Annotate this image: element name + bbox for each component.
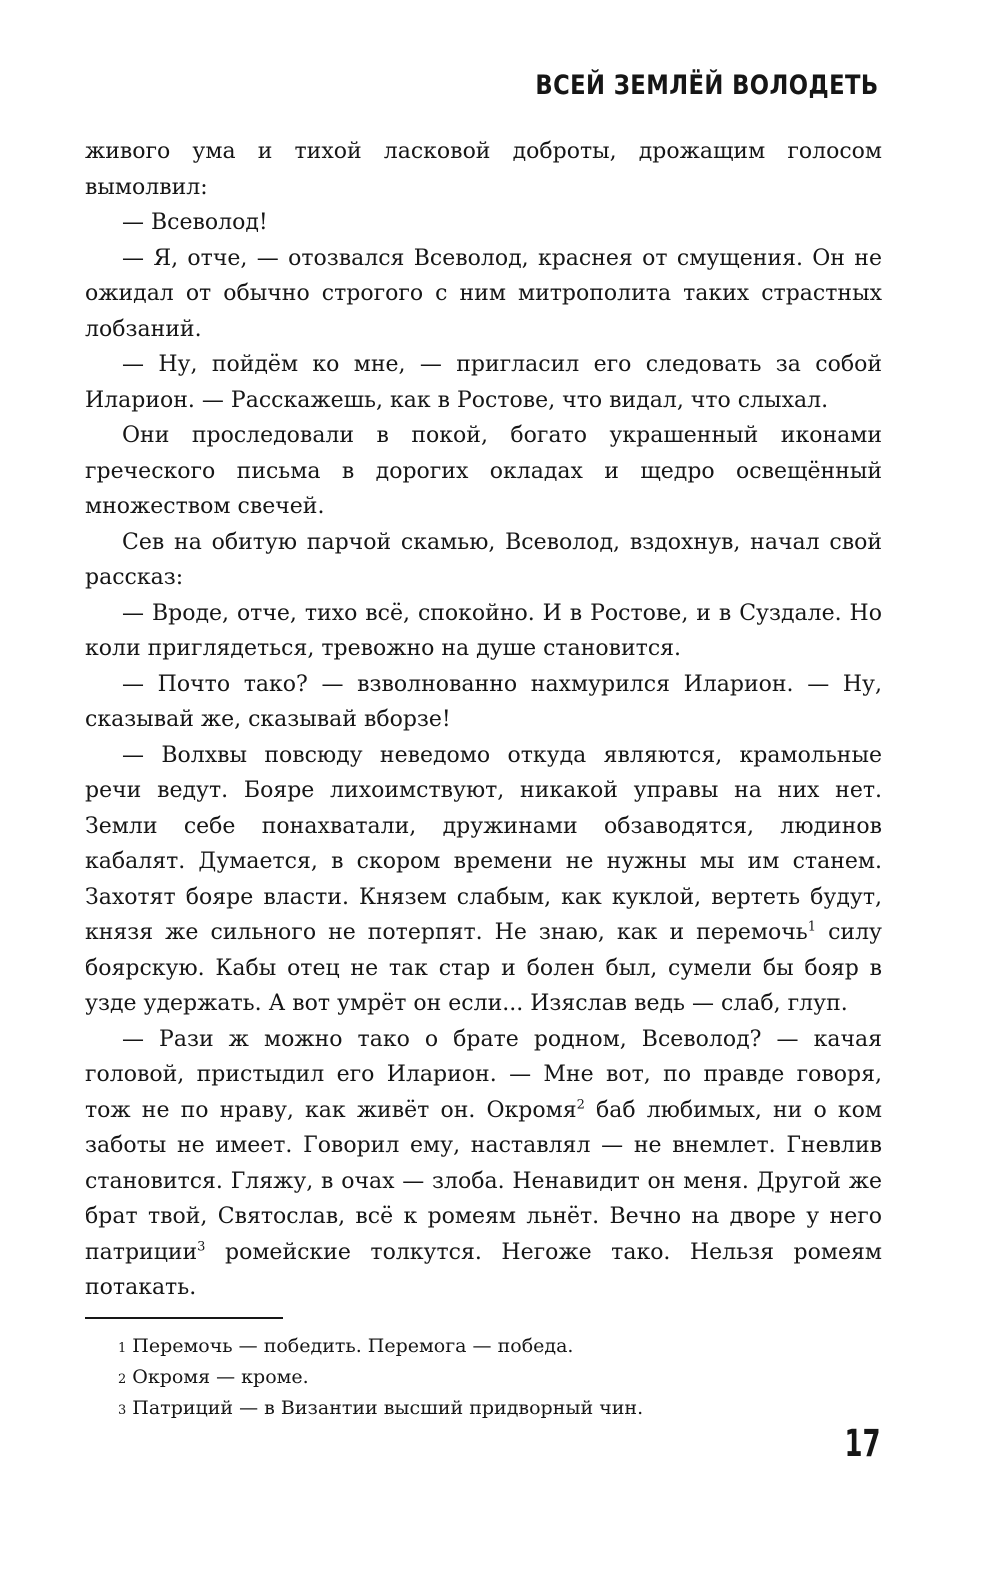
paragraph-9-text-b: силу боярскую. Кабы отец не так стар и болен был, сумели бы бояр в узде удержать. А вот умрёт он если... Изяслав ведь — слаб, глуп. [85,920,882,1016]
footnote-mark: 3 [118,1403,127,1418]
footnote-text: Окромя — кроме. [132,1366,309,1388]
footnote-ref-1[interactable]: 1 [807,919,817,935]
footnotes [118,1331,878,1424]
footnote-3 [118,1393,878,1424]
footnote-ref-3[interactable]: 3 [197,1239,206,1255]
page-number: 17 [843,1422,880,1465]
paragraph-8: — Почто тако? — взволнованно нахмурился Иларион. — Ну, сказывай же, сказывай вборзе! [85,671,882,732]
paragraph-5: Они проследовали в покой, богато украшенный иконами греческого письма в дорогих окладах и щедро освещённый множеством свечей. [85,423,882,519]
paragraph-10-text-a: — Рази ж можно тако о брате родном, Всеволод? — качая головой, пристыдил его Иларион. — Мне вот, по правде говоря, тож не по нраву, как живёт он. Окромя [85,1026,882,1123]
paragraph-3: — Я, отче, — отозвался Всеволод, краснея от смущения. Он не ожидал от обычно строгого с ним митрополита таких страстных лобзаний. [85,245,882,342]
footnote-text: Перемочь — победить. Перемога — победа. [132,1335,574,1357]
paragraph-2: — Всеволод! [122,210,268,235]
paragraph-1: живого ума и тихой ласковой доброты, дрожащим голосом вымолвил: [85,139,882,200]
footnote-1 [118,1331,878,1362]
footnote-separator [85,1317,283,1319]
paragraph-6: Сев на обитую парчой скамью, Всеволод, вздохнув, начал свой рассказ: [85,529,882,590]
footnote-mark: 1 [118,1341,127,1356]
body-text [85,134,882,1306]
paragraph-10-text-c: ромейские толкутся. Негоже тако. Нельзя ромеям потакать. [85,1239,882,1300]
footnote-text: Патриций — в Византии высший придворный чин. [132,1397,644,1419]
paragraph-9-text-a: — Волхвы повсюду неведомо откуда являются, крамольные речи ведут. Бояре лихоимствуют, никакой управы на них нет. Земли себе понахватали, дружинами обзаводятся, людинов кабалят. Думается, в скором времени не нужны мы им станем. Захотят бояре власти. Князем слабым, как куклой, вертеть будут, князя же сильного не потерпят. Не знаю, как и перемочь [85,742,882,945]
footnote-ref-2[interactable]: 2 [576,1097,585,1113]
paragraph-7: — Вроде, отче, тихо всё, спокойно. И в Ростове, и в Суздале. Но коли приглядеться, тревожно на душе становится. [85,600,882,661]
paragraph-9 [85,738,882,1022]
footnote-2 [118,1362,878,1393]
paragraph-4: — Ну, пойдём ко мне, — пригласил его следовать за собой Иларион. — Расскажешь, как в Ростове, что видал, что слыхал. [85,352,882,413]
paragraph-10-text-b: баб любимых, ни о ком заботы не имеет. Говорил ему, наставлял — не внемлет. Гневлив становится. Гляжу, в очах — злоба. Ненавидит он меня. Другой же брат твой, Святослав, всё к ромеям льнёт. Вечно на дворе у него патриции [85,1097,883,1265]
footnote-mark: 2 [118,1372,127,1387]
paragraph-10 [85,1022,882,1306]
running-title: ВСЕЙ ЗЕМЛЁЙ ВОЛОДЕТЬ [535,70,879,101]
